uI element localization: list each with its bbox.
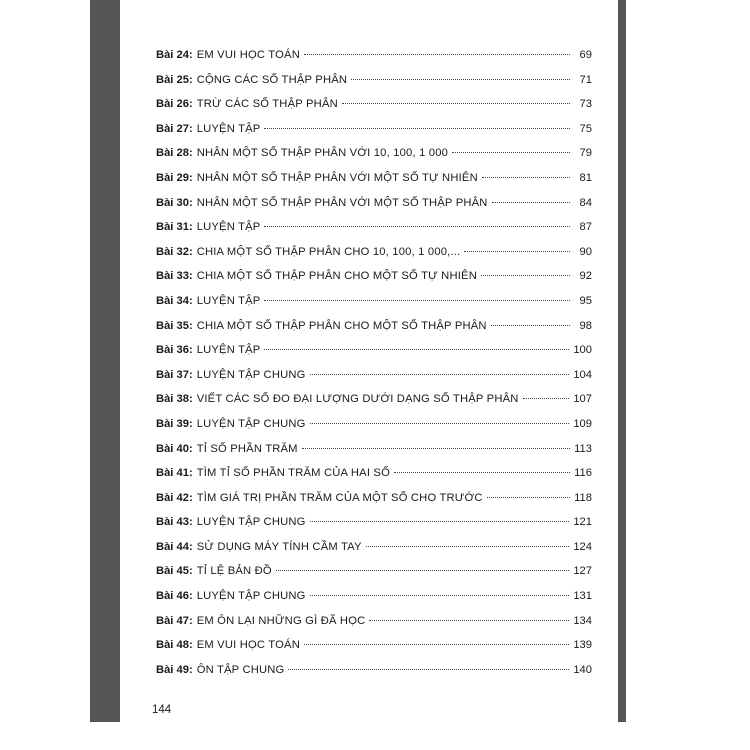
lesson-page-number: 107 (573, 393, 592, 406)
toc-entry (156, 541, 592, 566)
dot-leader (310, 423, 570, 424)
lesson-page-number: 121 (573, 516, 592, 529)
dot-leader (276, 570, 570, 571)
dot-leader (482, 177, 570, 178)
dot-leader (487, 497, 570, 498)
lesson-title: EM ÔN LẠI NHỮNG GÌ ĐÃ HỌC (196, 614, 366, 627)
dot-leader (288, 669, 569, 670)
lesson-page-number: 79 (579, 147, 592, 160)
dot-leader (304, 54, 570, 55)
dot-leader (523, 398, 570, 399)
lesson-number: Bài 46: (156, 590, 193, 603)
lesson-title: NHÂN MỘT SỐ THẬP PHÂN VỚI 10, 100, 1 000 (196, 147, 449, 160)
lesson-page-number: 90 (579, 245, 592, 258)
toc-entry (156, 221, 592, 246)
dot-leader (369, 620, 569, 621)
dot-leader (310, 374, 570, 375)
dot-leader (394, 472, 570, 473)
lesson-title: CHIA MỘT SỐ THẬP PHÂN CHO MỘT SỐ THẬP PHÂN (196, 319, 487, 332)
dot-leader (481, 275, 570, 276)
lesson-page-number: 124 (573, 540, 592, 553)
toc-entry (156, 664, 592, 689)
lesson-number: Bài 49: (156, 663, 193, 676)
dot-leader (464, 251, 570, 252)
lesson-page-number: 127 (573, 565, 592, 578)
lesson-title: CHIA MỘT SỐ THẬP PHÂN CHO MỘT SỐ TỰ NHIÊN (196, 270, 477, 283)
toc-entry (156, 270, 592, 295)
lesson-title: TỈ LỆ BẢN ĐỒ (196, 565, 272, 578)
dot-leader (342, 103, 570, 104)
lesson-number: Bài 37: (156, 368, 193, 381)
dot-leader (366, 546, 570, 547)
lesson-title: SỬ DỤNG MÁY TÍNH CẦM TAY (196, 540, 362, 553)
lesson-page-number: 100 (573, 344, 592, 357)
lesson-number: Bài 35: (156, 319, 193, 332)
lesson-number: Bài 45: (156, 565, 193, 578)
lesson-title: CỘNG CÁC SỐ THẬP PHÂN (196, 73, 348, 86)
toc-entry (156, 74, 592, 99)
lesson-title: NHÂN MỘT SỐ THẬP PHÂN VỚI MỘT SỐ THẬP PHÂN (196, 196, 488, 209)
lesson-page-number: 131 (573, 590, 592, 603)
lesson-page-number: 98 (579, 319, 592, 332)
toc-entry (156, 516, 592, 541)
lesson-number: Bài 40: (156, 442, 193, 455)
lesson-title: TÌM GIÁ TRỊ PHẦN TRĂM CỦA MỘT SỐ CHO TRƯỚC (196, 491, 483, 504)
dot-leader (264, 349, 569, 350)
lesson-number: Bài 25: (156, 73, 193, 86)
lesson-number: Bài 41: (156, 467, 193, 480)
lesson-title: LUYỆN TẬP CHUNG (196, 368, 306, 381)
toc-entry (156, 123, 592, 148)
lesson-number: Bài 43: (156, 516, 193, 529)
dot-leader (264, 128, 570, 129)
toc-entry (156, 443, 592, 468)
toc-entry (156, 98, 592, 123)
lesson-number: Bài 39: (156, 417, 193, 430)
dot-leader (452, 152, 570, 153)
toc-entry (156, 344, 592, 369)
lesson-title: LUYỆN TẬP (196, 344, 261, 357)
toc-entry (156, 492, 592, 517)
dot-leader (264, 226, 570, 227)
toc-entry (156, 320, 592, 345)
toc-entry (156, 369, 592, 394)
lesson-number: Bài 27: (156, 122, 193, 135)
toc-entry (156, 393, 592, 418)
lesson-title: TỈ SỐ PHẦN TRĂM (196, 442, 298, 455)
lesson-number: Bài 29: (156, 171, 193, 184)
dot-leader (351, 79, 570, 80)
document-page (120, 0, 618, 722)
lesson-title: VIẾT CÁC SỐ ĐO ĐẠI LƯỢNG DƯỚI DẠNG SỐ THẬP PHÂN (196, 393, 519, 406)
lesson-number: Bài 47: (156, 614, 193, 627)
lesson-title: LUYỆN TẬP CHUNG (196, 417, 306, 430)
lesson-title: LUYỆN TẬP (196, 221, 261, 234)
dot-leader (310, 521, 570, 522)
lesson-title: EM VUI HỌC TOÁN (196, 49, 300, 61)
lesson-page-number: 84 (579, 196, 592, 209)
lesson-page-number: 113 (574, 442, 592, 455)
lesson-page-number: 87 (579, 221, 592, 234)
toc-entry (156, 615, 592, 640)
lesson-page-number: 116 (574, 467, 592, 480)
toc-entry (156, 295, 592, 320)
lesson-page-number: 118 (574, 491, 592, 504)
toc-entry (156, 565, 592, 590)
lesson-title: LUYỆN TẬP CHUNG (196, 590, 306, 603)
lesson-page-number: 73 (579, 98, 592, 111)
lesson-number: Bài 38: (156, 393, 193, 406)
lesson-page-number: 104 (573, 368, 592, 381)
lesson-page-number: 69 (579, 49, 592, 61)
lesson-title: NHÂN MỘT SỐ THẬP PHÂN VỚI MỘT SỐ TỰ NHIÊN (196, 171, 478, 184)
dot-leader (491, 325, 570, 326)
lesson-number: Bài 33: (156, 270, 193, 283)
dot-leader (310, 595, 570, 596)
lesson-page-number: 140 (573, 663, 592, 676)
lesson-page-number: 95 (579, 294, 592, 307)
lesson-number: Bài 42: (156, 491, 193, 504)
lesson-number: Bài 24: (156, 49, 193, 61)
toc-entry (156, 590, 592, 615)
lesson-title: EM VUI HỌC TOÁN (196, 639, 300, 652)
lesson-page-number: 75 (579, 122, 592, 135)
toc-entry (156, 172, 592, 197)
toc-entry (156, 246, 592, 271)
lesson-title: CHIA MỘT SỐ THẬP PHÂN CHO 10, 100, 1 000,... (196, 245, 461, 258)
lesson-page-number: 139 (573, 639, 592, 652)
lesson-title: ÔN TẬP CHUNG (196, 663, 285, 676)
dot-leader (264, 300, 570, 301)
lesson-page-number: 109 (573, 417, 592, 430)
toc-entry (156, 467, 592, 492)
table-of-contents (156, 49, 592, 688)
toc-entry (156, 147, 592, 172)
lesson-number: Bài 34: (156, 294, 193, 307)
lesson-title: TRỪ CÁC SỐ THẬP PHÂN (196, 98, 338, 111)
dot-leader (302, 448, 570, 449)
lesson-page-number: 134 (573, 614, 592, 627)
lesson-page-number: 92 (579, 270, 592, 283)
dot-leader (492, 202, 570, 203)
lesson-number: Bài 44: (156, 540, 193, 553)
lesson-number: Bài 36: (156, 344, 193, 357)
toc-entry (156, 418, 592, 443)
lesson-title: LUYỆN TẬP CHUNG (196, 516, 306, 529)
toc-entry (156, 639, 592, 664)
lesson-number: Bài 26: (156, 98, 193, 111)
lesson-title: TÌM TỈ SỐ PHẦN TRĂM CỦA HAI SỐ (196, 467, 391, 480)
lesson-number: Bài 28: (156, 147, 193, 160)
page-number: 144 (152, 704, 172, 716)
lesson-number: Bài 30: (156, 196, 193, 209)
toc-entry (156, 197, 592, 222)
lesson-number: Bài 48: (156, 639, 193, 652)
lesson-page-number: 71 (579, 73, 592, 86)
lesson-number: Bài 31: (156, 221, 193, 234)
lesson-number: Bài 32: (156, 245, 193, 258)
dot-leader (304, 644, 569, 645)
lesson-title: LUYỆN TẬP (196, 294, 261, 307)
toc-entry (156, 49, 592, 74)
lesson-title: LUYỆN TẬP (196, 122, 261, 135)
lesson-page-number: 81 (579, 171, 592, 184)
